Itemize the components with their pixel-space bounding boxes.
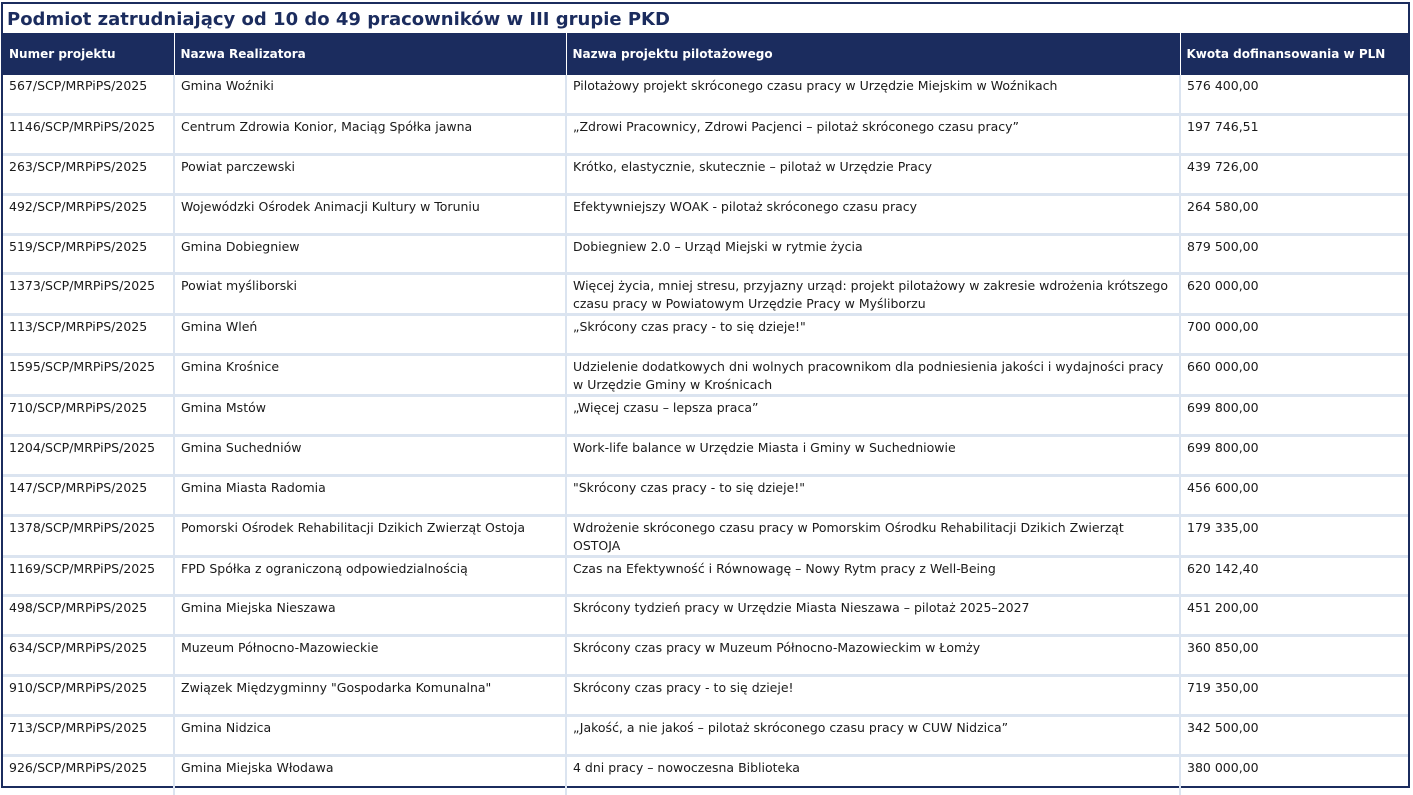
- table-row: [3, 75, 1408, 115]
- project-number-cell: 147/SCP/MRPiPS/2025: [3, 475, 174, 515]
- pilot-project-name-cell: Skrócony czas pracy - to się dzieje!: [566, 676, 1180, 716]
- project-number-cell: 634/SCP/MRPiPS/2025: [3, 636, 174, 676]
- funding-amount-cell: 620 000,00: [1180, 274, 1408, 315]
- project-number-cell: 1373/SCP/MRPiPS/2025: [3, 274, 174, 315]
- funding-amount-cell: 380 000,00: [1180, 755, 1408, 795]
- implementer-name-cell: Powiat parczewski: [174, 155, 566, 195]
- funding-amount-cell: 879 500,00: [1180, 234, 1408, 274]
- table-row: [3, 274, 1408, 315]
- project-number-cell: 113/SCP/MRPiPS/2025: [3, 315, 174, 355]
- implementer-name-cell: Gmina Suchedniów: [174, 436, 566, 476]
- column-header-implementer-name: Nazwa Realizatora: [174, 33, 566, 75]
- funding-amount-cell: 660 000,00: [1180, 355, 1408, 396]
- project-number-cell: 910/SCP/MRPiPS/2025: [3, 676, 174, 716]
- header-row: [3, 33, 1408, 75]
- column-header-project-number: Numer projektu: [3, 33, 174, 75]
- project-number-cell: 567/SCP/MRPiPS/2025: [3, 75, 174, 115]
- table-body: [3, 75, 1408, 795]
- implementer-name-cell: Gmina Krośnice: [174, 355, 566, 396]
- pilot-project-name-cell: Pilotażowy projekt skróconego czasu pracy w Urzędzie Miejskim w Woźnikach: [566, 75, 1180, 115]
- project-number-cell: 926/SCP/MRPiPS/2025: [9, 759, 148, 775]
- funding-amount-cell: 264 580,00: [1180, 194, 1408, 234]
- table-row: [3, 396, 1408, 436]
- table-row: [3, 755, 1408, 795]
- funding-amount-cell: 179 335,00: [1180, 515, 1408, 556]
- funding-amount-cell: 620 142,40: [1180, 556, 1408, 596]
- implementer-name-cell: Gmina Wleń: [174, 315, 566, 355]
- pilot-project-name-cell: Skrócony tydzień pracy w Urzędzie Miasta Nieszawa – pilotaż 2025–2027: [566, 596, 1180, 636]
- table-row: [3, 315, 1408, 355]
- table-row: [3, 475, 1408, 515]
- pilot-project-name-cell: "Skrócony czas pracy - to się dzieje!": [566, 475, 1180, 515]
- funding-amount-cell: 576 400,00: [1180, 75, 1408, 115]
- column-header-pilot-project-name: Nazwa projektu pilotażowego: [566, 33, 1180, 75]
- implementer-name-cell: Gmina Mstów: [174, 396, 566, 436]
- implementer-name-cell: Gmina Woźniki: [174, 75, 566, 115]
- table-header: [3, 33, 1408, 75]
- table-row: [3, 234, 1408, 274]
- pilot-project-name-cell: „Jakość, a nie jakoś – pilotaż skróconego czasu pracy w CUW Nidzica”: [566, 715, 1180, 755]
- column-header-funding-amount: Kwota dofinansowania w PLN: [1180, 33, 1408, 75]
- implementer-name-cell: Gmina Nidzica: [174, 715, 566, 755]
- project-number-cell: 710/SCP/MRPiPS/2025: [3, 396, 174, 436]
- pilot-project-name-cell: Wdrożenie skróconego czasu pracy w Pomorskim Ośrodku Rehabilitacji Dzikich Zwierząt OSTOJA: [566, 515, 1180, 556]
- funding-amount-cell: 719 350,00: [1180, 676, 1408, 716]
- funding-amount-cell: 451 200,00: [1180, 596, 1408, 636]
- project-number-cell: 492/SCP/MRPiPS/2025: [3, 194, 174, 234]
- funding-amount-cell: 699 800,00: [1180, 436, 1408, 476]
- pilot-project-name-cell: Udzielenie dodatkowych dni wolnych pracownikom dla podniesienia jakości i wydajności pracy w Urzędzie Gminy w Krośnicach: [566, 355, 1180, 396]
- document-frame: [1, 2, 1410, 788]
- table-row: [3, 194, 1408, 234]
- pilot-project-name-cell: Efektywniejszy WOAK - pilotaż skróconego czasu pracy: [566, 194, 1180, 234]
- implementer-name-cell: Gmina Miejska Włodawa: [174, 755, 566, 795]
- funding-amount-cell: 342 500,00: [1180, 715, 1408, 755]
- funding-amount-cell: 197 746,51: [1180, 115, 1408, 155]
- pilot-project-name-cell: Krótko, elastycznie, skutecznie – pilotaż w Urzędzie Pracy: [566, 155, 1180, 195]
- table-row: [3, 715, 1408, 755]
- implementer-name-cell: Powiat myśliborski: [174, 274, 566, 315]
- project-number-cell: 1595/SCP/MRPiPS/2025: [3, 355, 174, 396]
- pilot-project-name-cell: Czas na Efektywność i Równowagę – Nowy Rytm pracy z Well-Being: [566, 556, 1180, 596]
- table-row: [3, 596, 1408, 636]
- implementer-name-cell: Muzeum Północno-Mazowieckie: [174, 636, 566, 676]
- funding-amount-cell: 700 000,00: [1180, 315, 1408, 355]
- project-number-cell: 263/SCP/MRPiPS/2025: [3, 155, 174, 195]
- project-number-cell: 498/SCP/MRPiPS/2025: [3, 596, 174, 636]
- funding-amount-cell: 439 726,00: [1180, 155, 1408, 195]
- implementer-name-cell: Gmina Miasta Radomia: [174, 475, 566, 515]
- table-row: [3, 155, 1408, 195]
- pilot-project-name-cell: Więcej życia, mniej stresu, przyjazny urząd: projekt pilotażowy w zakresie wdrożenia krótszego czasu pracy w Powiatowym Urzędzie Pracy w Myśliborzu: [566, 274, 1180, 315]
- pilot-project-name-cell: „Skrócony czas pracy - to się dzieje!": [566, 315, 1180, 355]
- implementer-name-cell: Centrum Zdrowia Konior, Maciąg Spółka jawna: [174, 115, 566, 155]
- implementer-name-cell: FPD Spółka z ograniczoną odpowiedzialnością: [174, 556, 566, 596]
- table-row: [3, 556, 1408, 596]
- project-number-cell: 1146/SCP/MRPiPS/2025: [3, 115, 174, 155]
- table-row: [3, 515, 1408, 556]
- project-number-cell: 1378/SCP/MRPiPS/2025: [3, 515, 174, 556]
- project-number-cell: 1204/SCP/MRPiPS/2025: [3, 436, 174, 476]
- funding-amount-cell: 456 600,00: [1180, 475, 1408, 515]
- project-number-cell: 1169/SCP/MRPiPS/2025: [3, 556, 174, 596]
- table-row: [3, 636, 1408, 676]
- table-row: [3, 355, 1408, 396]
- table-row: [3, 676, 1408, 716]
- table-row: [3, 436, 1408, 476]
- implementer-name-cell: Pomorski Ośrodek Rehabilitacji Dzikich Zwierząt Ostoja: [174, 515, 566, 556]
- funding-amount-cell: 360 850,00: [1180, 636, 1408, 676]
- table-row: [3, 115, 1408, 155]
- pilot-project-name-cell: Work-life balance w Urzędzie Miasta i Gminy w Suchedniowie: [566, 436, 1180, 476]
- implementer-name-cell: Gmina Dobiegniew: [174, 234, 566, 274]
- projects-table: [3, 33, 1408, 795]
- table-title: Podmiot zatrudniający od 10 do 49 pracowników w III grupie PKD: [7, 9, 670, 30]
- pilot-project-name-cell: 4 dni pracy – nowoczesna Biblioteka: [566, 755, 1180, 795]
- implementer-name-cell: Wojewódzki Ośrodek Animacji Kultury w Toruniu: [174, 194, 566, 234]
- project-number-cell: 519/SCP/MRPiPS/2025: [3, 234, 174, 274]
- funding-amount-cell: 699 800,00: [1180, 396, 1408, 436]
- project-number-cell: 713/SCP/MRPiPS/2025: [3, 715, 174, 755]
- implementer-name-cell: Związek Międzygminny "Gospodarka Komunalna": [174, 676, 566, 716]
- pilot-project-name-cell: „Więcej czasu – lepsza praca”: [566, 396, 1180, 436]
- pilot-project-name-cell: Dobiegniew 2.0 – Urząd Miejski w rytmie życia: [566, 234, 1180, 274]
- pilot-project-name-cell: „Zdrowi Pracownicy, Zdrowi Pacjenci – pilotaż skróconego czasu pracy”: [566, 115, 1180, 155]
- implementer-name-cell: Gmina Miejska Nieszawa: [174, 596, 566, 636]
- pilot-project-name-cell: Skrócony czas pracy w Muzeum Północno-Mazowieckim w Łomży: [566, 636, 1180, 676]
